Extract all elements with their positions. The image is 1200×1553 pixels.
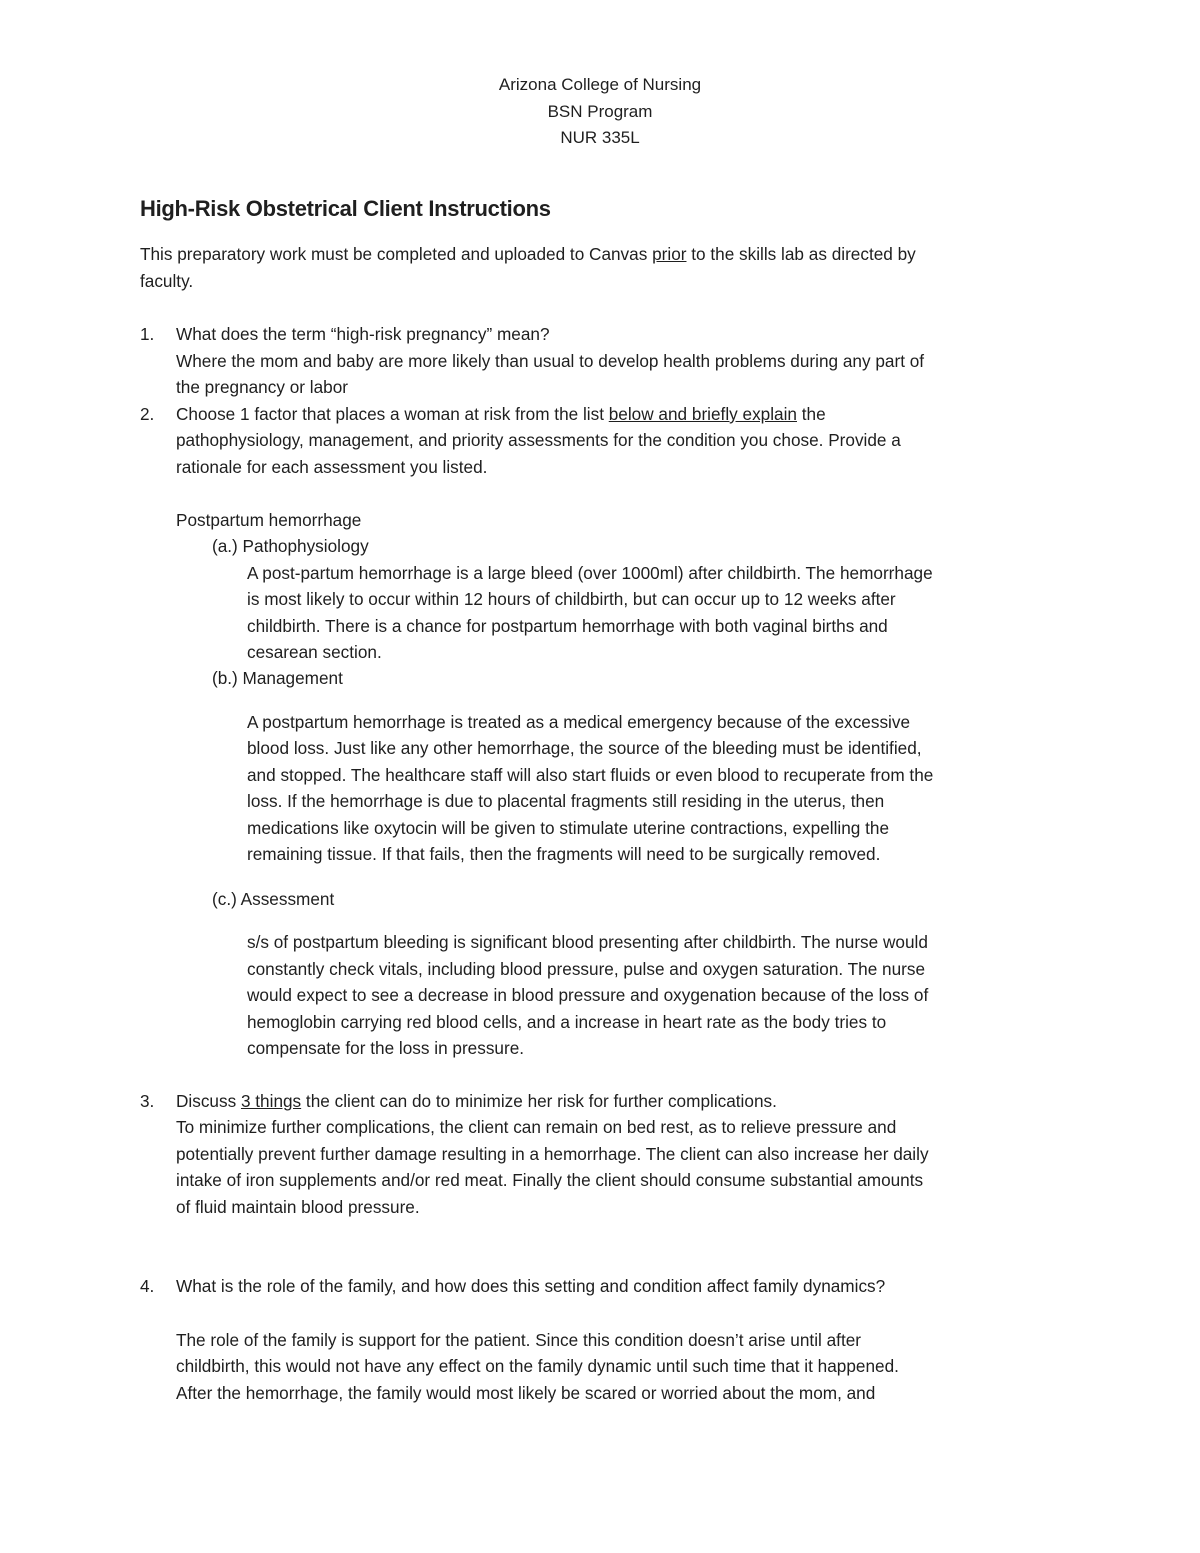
q2-c-line: s/s of postpartum bleeding is significant blood presenting after childbirth. The nurse would [247,932,928,952]
q3-answer-line: of fluid maintain blood pressure. [176,1197,420,1217]
q3-answer-line: intake of iron supplements and/or red meat. Finally the client should consume substantial amounts [176,1170,924,1190]
q4-answer-line: The role of the family is support for the patient. Since this condition doesn’t arise until after [176,1330,861,1350]
q4-answer-line: childbirth, this would not have any effect on the family dynamic until such time that it happened. [176,1356,899,1376]
q2-c-line: would expect to see a decrease in blood pressure and oxygenation because of the loss of [247,985,929,1005]
q3-text-end: the client can do to minimize her risk for further complications. [301,1091,777,1111]
q1-number: 1. [140,324,155,344]
q2-question-line: rationale for each assessment you listed. [176,457,488,477]
q3-question [176,1088,777,1115]
q1-answer-line: the pregnancy or labor [176,377,348,397]
q3-underlined: 3 things [240,1091,302,1111]
q2-b-line: and stopped. The healthcare staff will also start fluids or even blood to recuperate from the [247,765,934,785]
q2-a-line: is most likely to occur within 12 hours of childbirth, but can occur up to 12 weeks after [247,589,896,609]
q2-b-label: (b.) Management [212,668,343,688]
q1-answer-line: Where the mom and baby are more likely than usual to develop health problems during any part of [176,351,925,371]
q3-number: 3. [140,1091,155,1111]
course-code: NUR 335L [560,128,640,147]
intro-text-end: to the skills lab as directed by [686,244,916,264]
q2-question-line: pathophysiology, management, and priority assessments for the condition you chose. Provide a [176,430,901,450]
q2-question-line-1 [176,401,826,428]
intro-line-2: faculty. [140,271,194,291]
q2-a-line: childbirth. There is a chance for postpartum hemorrhage with both vaginal births and [247,616,888,636]
q3-text: Discuss [176,1091,241,1111]
q2-b-line: remaining tissue. If that fails, then the fragments will need to be surgically removed. [247,844,881,864]
q2-c-line: constantly check vitals, including blood pressure, pulse and oxygen saturation. The nurse [247,959,926,979]
intro-text: This preparatory work must be completed and uploaded to Canvas [140,244,653,264]
q2-c-line: compensate for the loss in pressure. [247,1038,525,1058]
q2-underlined: below and briefly explain [608,404,797,424]
q2-a-line: cesarean section. [247,642,382,662]
q4-answer-line: After the hemorrhage, the family would most likely be scared or worried about the mom, and [176,1383,876,1403]
q2-a-label: (a.) Pathophysiology [212,536,369,556]
q2-text: Choose 1 factor that places a woman at risk from the list [176,404,609,424]
q2-b-line: blood loss. Just like any other hemorrhage, the source of the bleeding must be identified, [247,738,922,758]
intro-underlined: prior [652,244,687,264]
q2-b-line: medications like oxytocin will be given to stimulate uterine contractions, expelling the [247,818,889,838]
q2-b-line: A postpartum hemorrhage is treated as a medical emergency because of the excessive [247,712,911,732]
q2-c-label: (c.) Assessment [212,889,335,909]
institution-name: Arizona College of Nursing [498,75,702,94]
q3-answer-line: To minimize further complications, the client can remain on bed rest, as to relieve pressure and [176,1117,897,1137]
q3-answer-line: potentially prevent further damage resulting in a hemorrhage. The client can also increase her daily [176,1144,929,1164]
intro-line-1 [140,241,916,268]
program-name: BSN Program [547,101,653,121]
q2-b-line: loss. If the hemorrhage is due to placental fragments still residing in the uterus, then [247,791,885,811]
q2-number: 2. [140,404,155,424]
q4-number: 4. [140,1276,155,1296]
q2-text-end: the [796,404,826,424]
document-header [0,72,1200,152]
q1-question: What does the term “high-risk pregnancy” mean? [176,324,550,344]
q2-c-line: hemoglobin carrying red blood cells, and a increase in heart rate as the body tries to [247,1012,887,1032]
q2-condition: Postpartum hemorrhage [176,510,362,530]
q2-a-line: A post-partum hemorrhage is a large bleed (over 1000ml) after childbirth. The hemorrhage [247,563,933,583]
q4-question: What is the role of the family, and how does this setting and condition affect family dynamics? [176,1276,886,1296]
document-title: High-Risk Obstetrical Client Instructions [140,196,551,221]
